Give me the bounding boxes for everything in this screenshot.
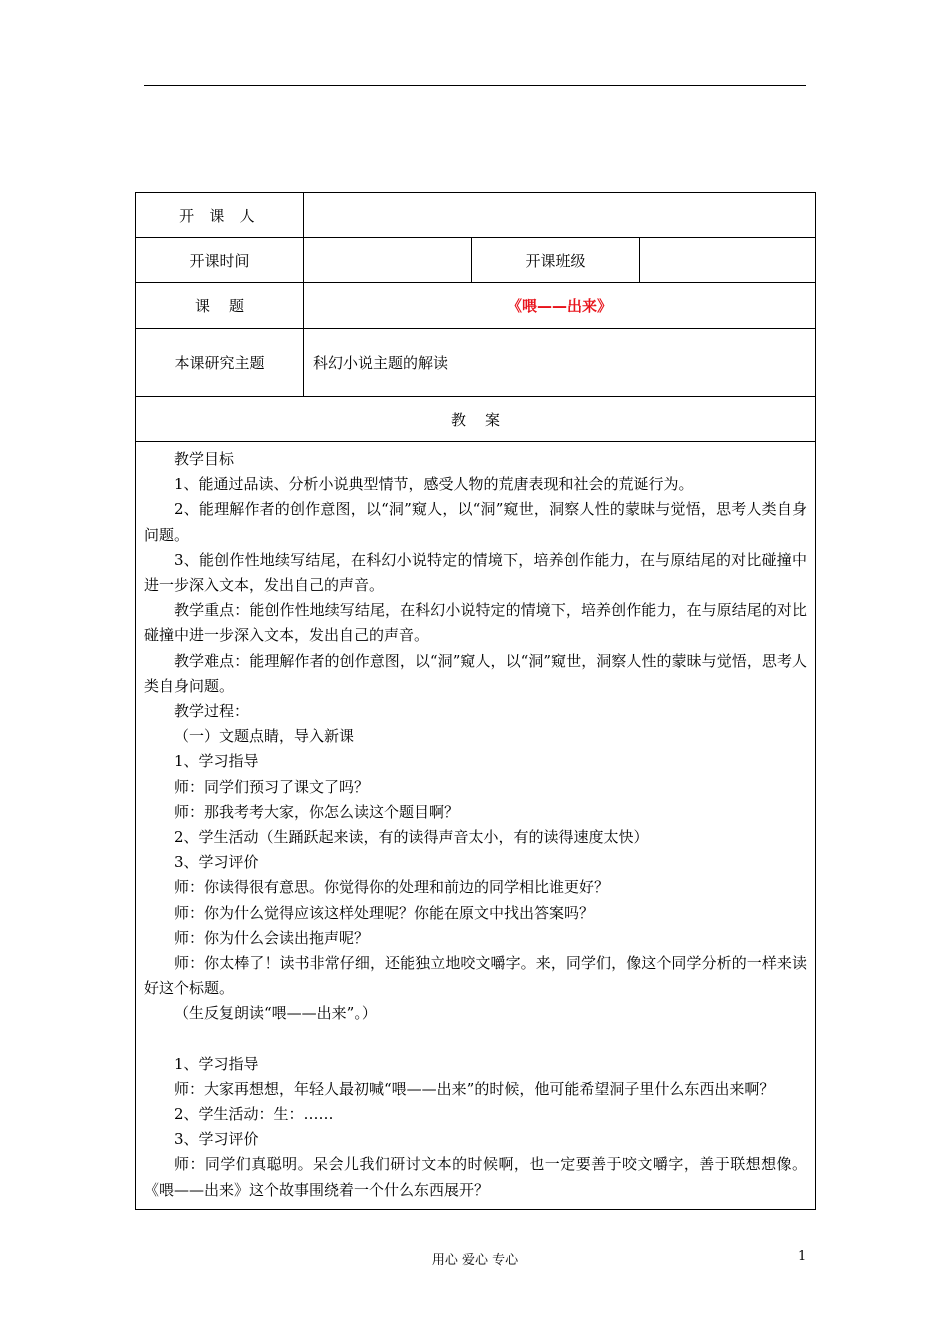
header-rule — [144, 85, 806, 86]
body-line: 教学重点：能创作性地续写结尾，在科幻小说特定的情境下，培养创作能力，在与原结尾的对比碰撞中进一步深入文本，发出自己的声音。 — [144, 601, 808, 645]
class-label: 开课班级 — [472, 238, 640, 283]
lesson-plan-table — [135, 192, 816, 1210]
row-subject — [136, 283, 816, 329]
body-blank-line — [144, 1027, 807, 1052]
body-line: 师：你太棒了！读书非常仔细，还能独立地咬文嚼字。来，同学们，像这个同学分析的一样来读好这个标题。 — [144, 954, 808, 998]
body-line: 教学目标 — [174, 450, 235, 468]
body-line: 师：同学们真聪明。呆会儿我们研讨文本的时候啊，也一定要善于咬文嚼字，善于联想想像。《喂——出来》这个故事围绕着一个什么东西展开？ — [144, 1155, 808, 1199]
body-line: 2、学生活动（生踊跃起来读，有的读得声音太小，有的读得速度太快） — [174, 828, 649, 847]
body-line: 师：大家再想想，年轻人最初喊“喂——出来”的时候，他可能希望洞子里什么东西出来啊？ — [174, 1079, 775, 1098]
body-line: 3、学习评价 — [174, 853, 259, 872]
body-line: 师：那我考考大家，你怎么读这个题目啊？ — [174, 802, 460, 821]
row-plan-heading — [136, 397, 816, 442]
theme-value: 科幻小说主题的解读 — [304, 329, 816, 397]
row-theme — [136, 329, 816, 397]
time-value — [304, 238, 472, 283]
body-line: 师：你读得很有意思。你觉得你的处理和前边的同学相比谁更好？ — [174, 878, 610, 897]
body-line: 1、学习指导 — [174, 752, 259, 771]
body-line: 2、能理解作者的创作意图，以“洞”窥人，以“洞”窥世，洞察人性的蒙昧与觉悟，思考人类自身问题。 — [144, 500, 808, 544]
class-value — [640, 238, 816, 283]
body-line: 2、学生活动：生：…… — [174, 1105, 334, 1124]
row-time-class — [136, 238, 816, 283]
body-line: 教学过程： — [174, 702, 250, 721]
body-line: 师：你为什么觉得应该这样处理呢？你能在原文中找出答案吗？ — [174, 903, 595, 922]
time-label: 开课时间 — [136, 238, 304, 283]
row-instructor — [136, 193, 816, 238]
body-line: 1、学习指导 — [174, 1054, 259, 1073]
body-line: 师：同学们预习了课文了吗？ — [174, 777, 370, 796]
body-line: 教学难点：能理解作者的创作意图，以“洞”窥人，以“洞”窥世，洞察人性的蒙昧与觉悟，思考人类自身问题。 — [144, 651, 808, 695]
footer-slogan: 用心 爱心 专心 — [431, 1253, 519, 1268]
body-line: 3、能创作性地续写结尾，在科幻小说特定的情境下，培养创作能力，在与原结尾的对比碰撞中进一步深入文本，发出自己的声音。 — [144, 550, 808, 595]
lesson-title: 《喂——出来》 — [304, 283, 816, 329]
instructor-label: 开 课 人 — [136, 193, 304, 238]
page-number: 1 — [798, 1249, 807, 1264]
subject-label: 课 题 — [136, 283, 304, 329]
row-plan-body — [136, 442, 816, 1210]
body-line: 师：你为什么会读出拖声呢？ — [174, 928, 370, 947]
body-line: 3、学习评价 — [174, 1130, 259, 1149]
body-line: （一）文题点睛，导入新课 — [174, 727, 355, 746]
instructor-value — [304, 193, 816, 238]
plan-heading: 教 案 — [136, 397, 816, 442]
body-line: （生反复朗读“喂——出来”。） — [174, 1004, 377, 1023]
body-line: 1、能通过品读、分析小说典型情节，感受人物的荒唐表现和社会的荒诞行为。 — [174, 475, 694, 494]
plan-body — [136, 442, 816, 1210]
theme-label: 本课研究主题 — [136, 329, 304, 397]
